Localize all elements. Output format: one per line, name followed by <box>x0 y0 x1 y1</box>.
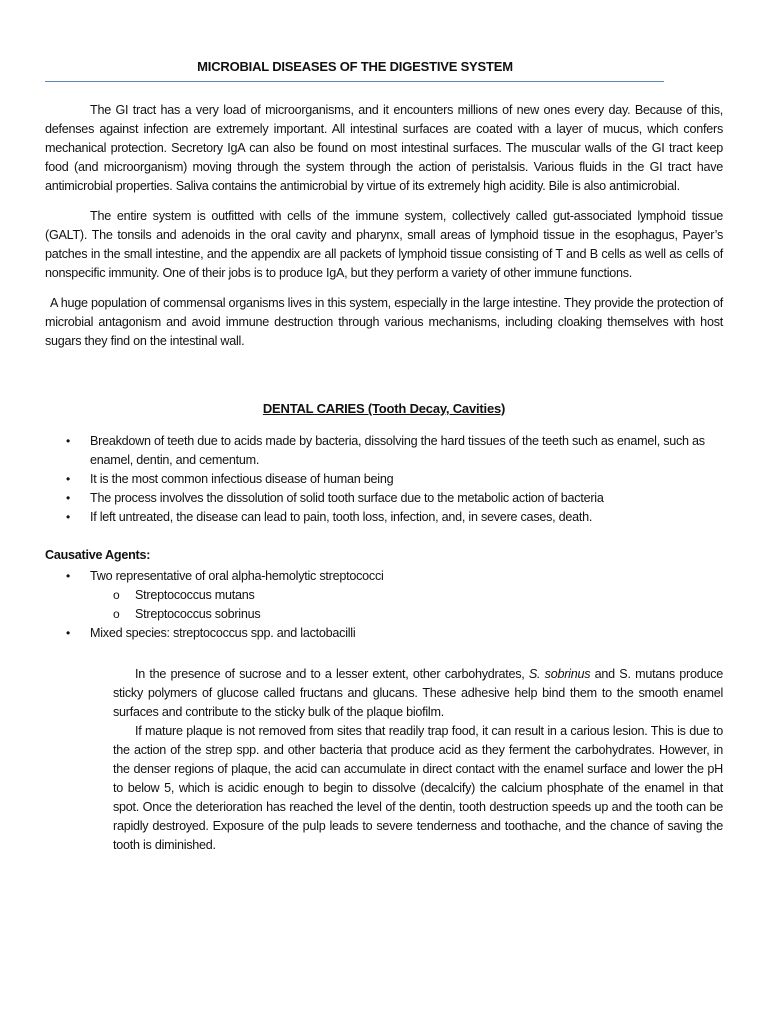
bullet-icon: • <box>66 491 70 505</box>
intro-paragraph-1: The GI tract has a very load of microorganisms, and it encounters millions of new ones every day. Because of this, defenses against infection are extremely important. All intestinal surfaces are coated with a layer of mucus, which confers mechanical protection. Secretory IgA can also be found on most intestinal surfaces. The muscular walls of the GI tract keep food (and microorganism) moving through the system through the action of peristalsis. Various fluids in the GI tract have antimicrobial properties. Saliva contains the antimicrobial by virtue of its extremely high acidity. Bile is also antimicrobial. <box>45 103 723 193</box>
sub-bullet-icon: o <box>113 588 120 602</box>
closing-paragraph-1 <box>113 665 723 722</box>
bullet-icon: • <box>66 510 70 524</box>
list-item <box>45 508 723 527</box>
sub-agent-text: Streptococcus sobrinus <box>135 607 261 621</box>
bullet-text: Breakdown of teeth due to acids made by bacteria, dissolving the hard tissues of the teeth such as enamel, such as enamel, dentin, and cementum. <box>90 434 705 467</box>
bullet-icon: • <box>66 626 70 640</box>
section-title-dental-caries: DENTAL CARIES (Tooth Decay, Cavities) <box>262 401 506 416</box>
bullet-text: The process involves the dissolution of solid tooth surface due to the metabolic action of bacteria <box>90 491 604 505</box>
sub-list-item <box>45 605 723 624</box>
species-italic-text: S. sobrinus <box>528 667 591 681</box>
closing-paragraph-2: If mature plaque is not removed from sites that readily trap food, it can result in a carious lesion. This is due to the action of the strep spp. and other bacteria that produce acid as they ferment the carbohydrates. However, in the denser regions of plaque, the acid can accumulate in direct contact with the enamel surface and lower the pH to below 5, which is acidic enough to begin to dissolve (decalcify) the calcium phosphate of the enamel in that spot. Once the deterioration has reached the level of the dentin, tooth destruction speeds up and the tooth can be rapidly destroyed. Exposure of the pulp leads to severe tenderness and toothache, and the chance of saving the tooth is diminished. <box>113 724 723 852</box>
closing-text-start: In the presence of sucrose and to a lesser extent, other carbohydrates, <box>135 667 529 681</box>
agent-text: Mixed species: streptococcus spp. and lactobacilli <box>90 626 356 640</box>
list-item <box>45 432 723 470</box>
intro-paragraph-2: The entire system is outfitted with cells of the immune system, collectively called gut-associated lymphoid tissue (GALT). The tonsils and adenoids in the oral cavity and pharynx, small areas of lymphoid tissue in the esophagus, Payer’s patches in the small intestine, and the appendix are all packets of lymphoid tissue consisting of T and B cells as well as cells of nonspecific immunity. One of their jobs is to produce IgA, but they perform a variety of other immune functions. <box>45 209 723 280</box>
sub-bullet-icon: o <box>113 607 120 621</box>
list-item <box>45 470 723 489</box>
dental-caries-bullet-list <box>45 432 723 527</box>
bullet-text: If left untreated, the disease can lead to pain, tooth loss, infection, and, in severe cases, death. <box>90 510 593 524</box>
closing-section <box>113 665 723 855</box>
sub-list-item <box>45 586 723 605</box>
agent-sub-list <box>90 586 723 624</box>
bullet-icon: • <box>66 434 70 448</box>
bullet-icon: • <box>66 472 70 486</box>
list-item <box>45 489 723 508</box>
list-item <box>45 567 723 624</box>
title-divider <box>45 81 664 82</box>
intro-section <box>45 101 723 362</box>
bullet-text: It is the most common infectious disease of human being <box>90 472 394 486</box>
agent-text: Two representative of oral alpha-hemolytic streptococci <box>90 569 384 583</box>
bullet-icon: • <box>66 569 70 583</box>
closing-text-end: and S. mutans produce sticky polymers of glucose called fructans and glucans. These adhesive help bind them to the smooth enamel surfaces and contribute to the sticky bulk of the plaque biofilm. <box>113 667 724 719</box>
intro-paragraph-3: A huge population of commensal organisms lives in this system, especially in the large intestine. They provide the protection of microbial antagonism and avoid immune destruction through various mechanisms, including cloaking themselves with host sugars they find on the intestinal wall. <box>45 296 723 348</box>
causative-agents-heading: Causative Agents: <box>45 548 151 562</box>
list-item <box>45 624 723 643</box>
page-title: MICROBIAL DISEASES OF THE DIGESTIVE SYSTEM <box>197 59 513 74</box>
causative-agents-list <box>45 567 723 643</box>
sub-agent-text: Streptococcus mutans <box>135 588 255 602</box>
